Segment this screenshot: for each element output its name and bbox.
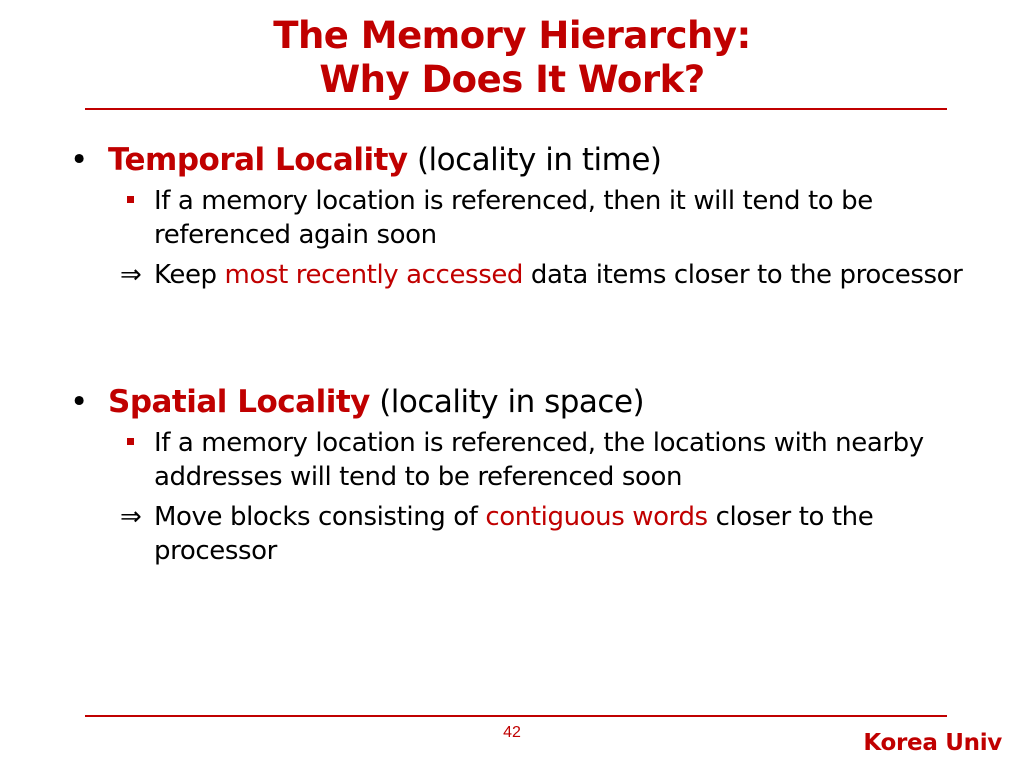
bullet-spatial-locality	[70, 384, 970, 568]
implication-post: closer to the processor	[154, 502, 874, 566]
bullet-rest: (locality in time)	[407, 142, 662, 178]
footer-divider	[85, 715, 947, 717]
title-divider	[85, 108, 947, 110]
bullet-heading	[70, 142, 970, 178]
bullet-keyword: Spatial Locality	[108, 384, 370, 420]
implication-pre: Move blocks consisting of	[154, 502, 486, 532]
implication-pre: Keep	[154, 260, 225, 290]
implication	[70, 500, 970, 568]
sub-bullet	[70, 426, 970, 494]
bullet-temporal-locality	[70, 142, 970, 292]
title-line-1: The Memory Hierarchy:	[273, 14, 751, 57]
implies-arrow-icon: ⇒	[120, 502, 142, 532]
slide-title	[0, 14, 1024, 102]
implication-highlight: most recently accessed	[224, 260, 524, 290]
bullet-dot-icon: •	[70, 384, 88, 420]
square-bullet-icon	[127, 438, 134, 445]
bullet-rest: (locality in space)	[369, 384, 645, 420]
implication-post: data items closer to the processor	[523, 260, 963, 290]
footer-brand: Korea Univ	[863, 730, 1002, 756]
bullet-dot-icon: •	[70, 142, 88, 178]
title-line-2: Why Does It Work?	[319, 58, 705, 101]
sub-bullet-text: If a memory location is referenced, then it will tend to be referenced again soon	[154, 186, 873, 250]
page-number: 42	[503, 724, 521, 741]
sub-bullet	[70, 184, 970, 252]
sub-bullet-text: If a memory location is referenced, the locations with nearby addresses will tend to be referenced soon	[154, 428, 924, 492]
implication	[70, 258, 970, 292]
square-bullet-icon	[127, 196, 134, 203]
implication-highlight: contiguous words	[485, 502, 708, 532]
bullet-keyword: Temporal Locality	[108, 142, 408, 178]
bullet-heading	[70, 384, 970, 420]
implies-arrow-icon: ⇒	[120, 260, 142, 290]
